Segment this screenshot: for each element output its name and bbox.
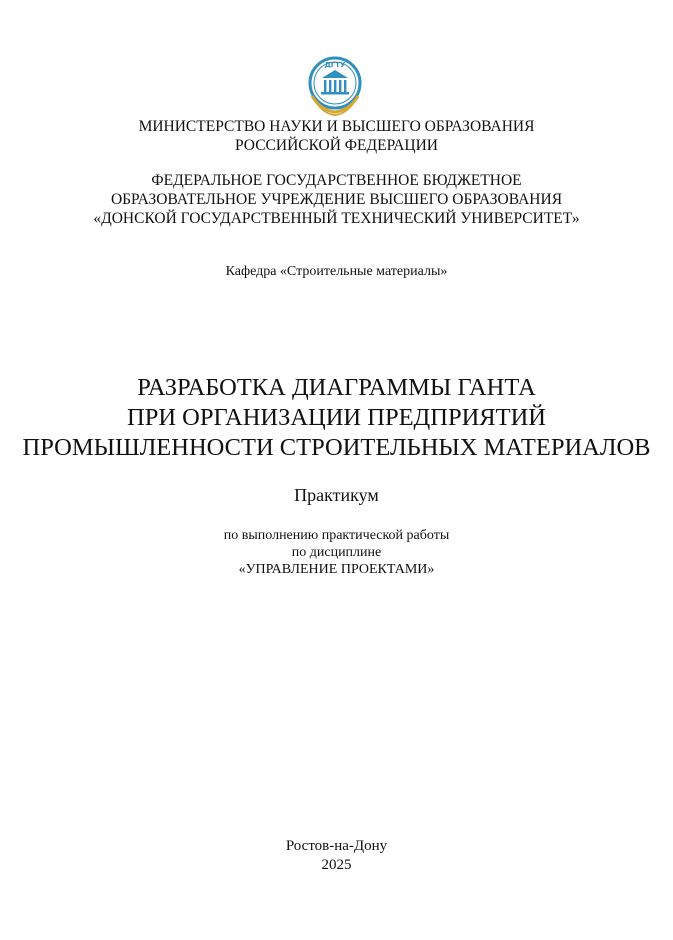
document-type-text: Практикум [294, 485, 379, 505]
svg-text:ДГТУ: ДГТУ [324, 61, 346, 69]
university-line-3: «ДОНСКОЙ ГОСУДАРСТВЕННЫЙ ТЕХНИЧЕСКИЙ УНИВЕРСИТЕТ» [93, 210, 580, 227]
publication-footer [0, 837, 673, 875]
university-line-1: ФЕДЕРАЛЬНОЕ ГОСУДАРСТВЕННОЕ БЮДЖЕТНОЕ [151, 172, 522, 189]
document-type [0, 484, 673, 506]
title-line-3: ПРОМЫШЛЕННОСТИ СТРОИТЕЛЬНЫХ МАТЕРИАЛОВ [22, 434, 651, 461]
document-title [0, 373, 673, 463]
title-line-2: ПРИ ОРГАНИЗАЦИИ ПРЕДПРИЯТИЙ [127, 404, 546, 431]
department-label [0, 263, 673, 281]
department-text: Кафедра «Строительные материалы» [225, 264, 448, 279]
ministry-line-1: МИНИСТЕРСТВО НАУКИ И ВЫСШЕГО ОБРАЗОВАНИЯ [138, 118, 535, 135]
university-line-2: ОБРАЗОВАТЕЛЬНОЕ УЧРЕЖДЕНИЕ ВЫСШЕГО ОБРАЗОВАНИЯ [110, 191, 563, 208]
university-logo-icon [302, 52, 368, 118]
publication-city: Ростов-на-Дону [285, 838, 388, 854]
subtitle-line-2: по дисциплине [291, 545, 382, 560]
title-line-1: РАЗРАБОТКА ДИАГРАММЫ ГАНТА [137, 374, 536, 401]
document-subtitle [0, 527, 673, 578]
publication-year: 2025 [321, 857, 352, 873]
ministry-line-2: РОССИЙСКОЙ ФЕДЕРАЦИИ [235, 137, 438, 154]
ministry-header [0, 117, 673, 155]
university-header [0, 171, 673, 228]
subtitle-line-1: по выполнению практической работы [223, 528, 450, 543]
subtitle-line-3: «УПРАВЛЕНИЕ ПРОЕКТАМИ» [238, 562, 435, 577]
